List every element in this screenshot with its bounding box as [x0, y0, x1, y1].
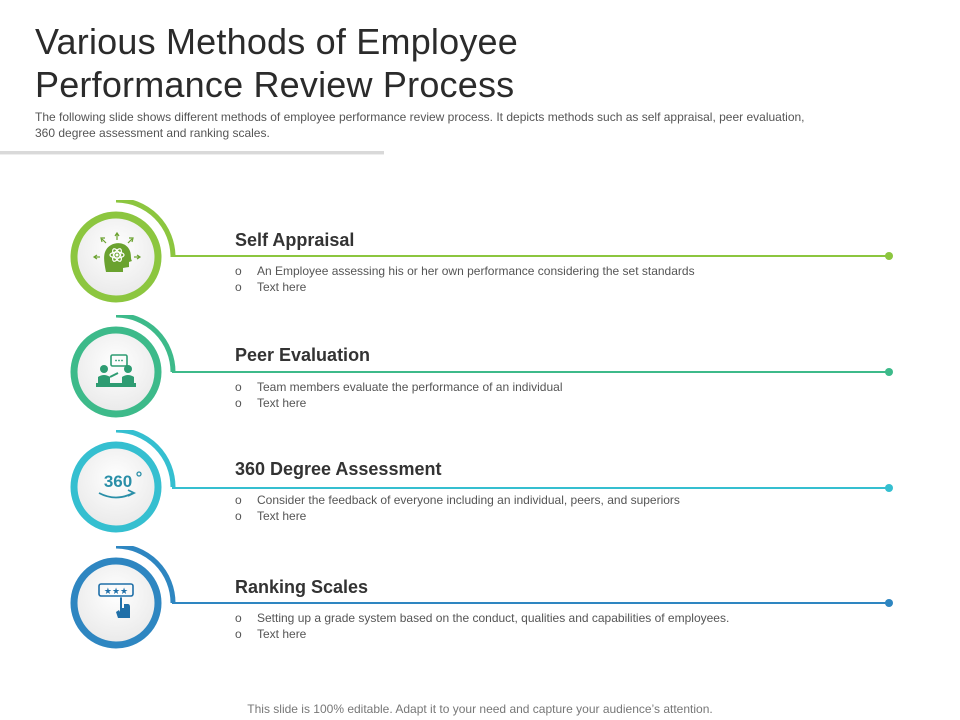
360-degree-assessment-line: [172, 487, 888, 489]
method-peer-evaluation: [0, 315, 960, 425]
360-degree-assessment-bullets: [235, 492, 680, 524]
svg-text:★★★: ★★★: [103, 587, 129, 597]
list-item: o Consider the feedback of everyone including an individual, peers, and superiors: [235, 493, 680, 507]
self-appraisal-ring: [66, 200, 186, 310]
list-item: o Team members evaluate the performance of an individual: [235, 380, 563, 394]
self-appraisal-bullets: [235, 263, 695, 295]
slide-footer: This slide is 100% editable. Adapt it to your need and capture your audience’s attention.: [247, 702, 713, 716]
method-ranking-scales: [0, 546, 960, 656]
peer-evaluation-line: [172, 371, 888, 373]
ranking-scales-dot: [885, 599, 893, 607]
title-line-2: Performance Review Process: [35, 64, 515, 105]
method-360-degree-assessment: [0, 430, 960, 540]
self-appraisal-heading: Self Appraisal: [235, 230, 355, 250]
list-item: o Text here: [235, 280, 307, 294]
list-item: o An Employee assessing his or her own performance considering the set standards: [235, 264, 695, 278]
title-divider: [0, 151, 384, 154]
peer-evaluation-bullets: [235, 379, 563, 411]
list-item: o Setting up a grade system based on the conduct, qualities and capabilities of employees.: [235, 611, 730, 625]
self-appraisal-line: [172, 255, 888, 257]
method-self-appraisal: [0, 200, 960, 310]
ranking-scales-line: [172, 602, 888, 604]
peer-evaluation-ring: [66, 315, 186, 425]
list-item: o Text here: [235, 396, 307, 410]
360-degree-assessment-ring: [66, 430, 186, 540]
title-line-1: Various Methods of Employee: [35, 21, 518, 62]
ranking-scales-ring: [66, 546, 186, 656]
360-degree-assessment-dot: [885, 484, 893, 492]
peer-evaluation-dot: [885, 368, 893, 376]
list-item: o Text here: [235, 509, 307, 523]
slide-subtitle: The following slide shows different methods of employee performance review process. It depicts methods such as self appraisal, peer evaluation, 360 degree assessment and ranking scales.: [35, 110, 805, 140]
peer-evaluation-heading: Peer Evaluation: [235, 345, 371, 365]
ranking-scales-bullets: [235, 610, 729, 642]
self-appraisal-dot: [885, 252, 893, 260]
360-degree-assessment-heading: 360 Degree Assessment: [235, 459, 442, 479]
slide-title: [35, 20, 518, 106]
svg-text:360: 360: [103, 472, 133, 491]
list-item: o Text here: [235, 627, 307, 641]
ranking-scales-heading: Ranking Scales: [235, 577, 369, 597]
